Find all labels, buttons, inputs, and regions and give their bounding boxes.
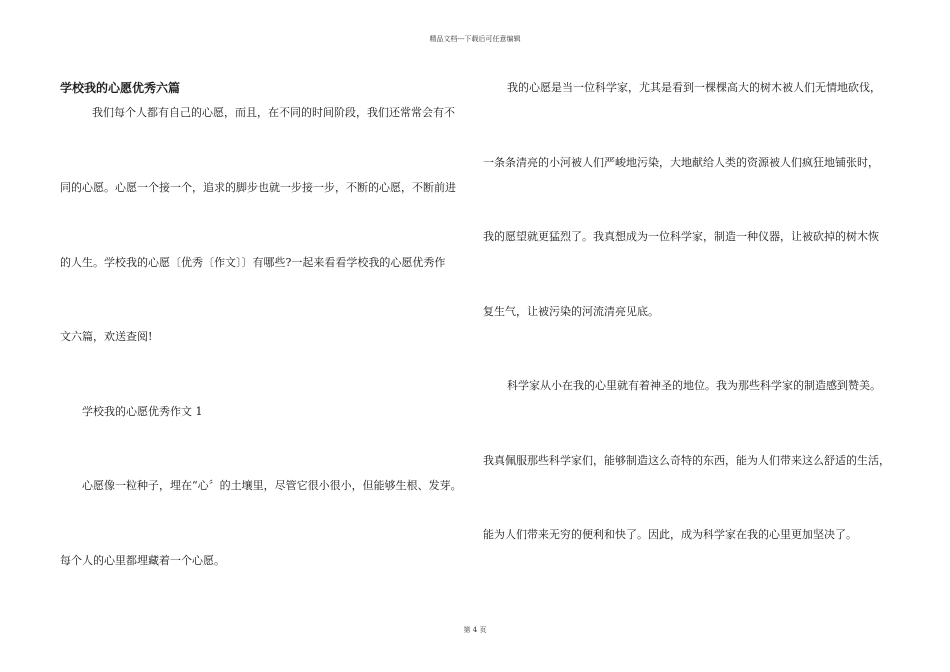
section-heading: 学校我的心愿优秀作文 1 xyxy=(82,405,203,418)
right-paragraph-line: 复生气，让被污染的河流清亮见底。 xyxy=(483,305,659,318)
right-paragraph-line: 我的愿望就更猛烈了。我真想成为一位科学家，制造一种仪器，让被砍掉的树木恢 xyxy=(483,230,879,243)
right-paragraph-line: 一条条清亮的小河被人们严峻地污染，大地献给人类的资源被人们疯狂地铺张时， xyxy=(483,156,879,169)
left-paragraph-line: 我们每个人都有自己的心愿，而且，在不同的时间阶段，我们还常常会有不 xyxy=(92,106,455,119)
right-paragraph-line: 科学家从小在我的心里就有着神圣的地位。我为那些科学家的制造感到赞美。 xyxy=(507,379,881,392)
right-paragraph-line: 我真佩服那些科学家们，能够制造这么奇特的东西，能为人们带来这么舒适的生活， xyxy=(483,454,890,467)
left-paragraph-line: 文六篇，欢送查阅! xyxy=(60,330,153,343)
left-paragraph-line: 同的心愿。心愿一个接一个，追求的脚步也就一步接一步，不断的心愿，不断前进 xyxy=(60,181,456,194)
right-paragraph-line: 能为人们带来无穷的便利和快了。因此，成为科学家在我的心里更加坚决了。 xyxy=(483,528,857,541)
article-title: 学校我的心愿优秀六篇 xyxy=(60,81,181,95)
header-note: 精品文档---下载后可任意编辑 xyxy=(429,35,521,43)
right-paragraph-line: 我的心愿是当一位科学家，尤其是看到一棵棵高大的树木被人们无情地砍伐， xyxy=(507,81,881,94)
left-paragraph-line: 心愿像一粒种子，埋在“心〞的土壤里，尽管它很小很小，但能够生根、发芽。 xyxy=(82,479,462,492)
left-paragraph-line: 每个人的心里都埋藏着一个心愿。 xyxy=(60,554,225,567)
page-number: 第 4 页 xyxy=(463,626,487,634)
left-paragraph-line: 的人生。学校我的心愿〔优秀〔作文〕〕有哪些?一起来看看学校我的心愿优秀作 xyxy=(60,256,446,269)
